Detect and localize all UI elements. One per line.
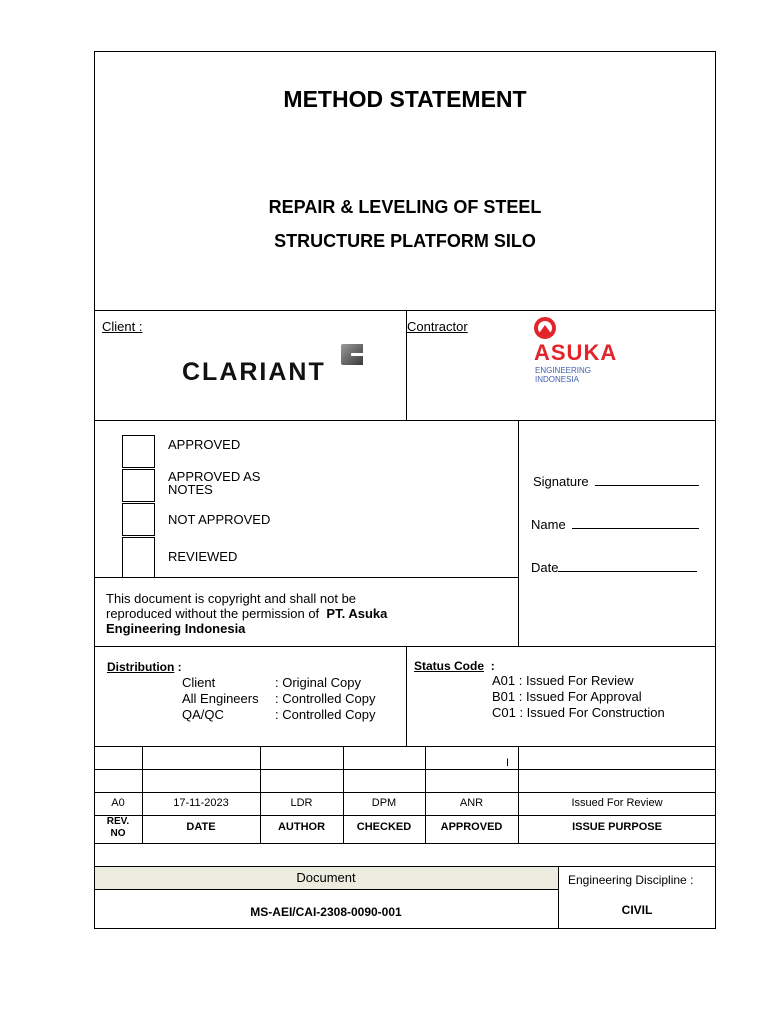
distribution-heading: Distribution : [107,660,182,674]
issue-purpose-header: ISSUE PURPOSE [572,821,662,833]
approved-header: APPROVED [440,821,503,833]
checked-header: CHECKED [356,821,412,833]
distribution-copy-engineers: : Controlled Copy [275,691,376,706]
approved-as-option-label: APPROVED AS [168,469,261,484]
engineering-discipline-value: CIVIL [621,903,653,917]
divider [94,310,716,311]
approved-checkbox[interactable] [122,435,155,468]
approved-as-notes-checkbox[interactable] [122,469,155,502]
author-cell: LDR [290,797,313,809]
status-code-b01: B01 : Issued For Approval [492,689,642,704]
document-number: MS-AEI/CAI-2308-0090-001 [250,905,402,919]
not-approved-option-label: NOT APPROVED [168,512,271,527]
clariant-logo-text: CLARIANT [182,358,326,386]
status-code-heading: Status Code : [414,659,495,673]
document-label: Document [296,870,356,885]
date-field[interactable] [531,560,697,575]
copyright-notice [106,591,387,636]
contractor-label: Contractor [407,319,468,334]
client-label: Client : [102,319,143,334]
divider [94,792,716,793]
distribution-recipient-engineers: All Engineers [182,691,259,706]
distribution-copy-qaqc: : Controlled Copy [275,707,376,722]
approved-cell: ANR [459,797,484,809]
divider [94,577,518,578]
asuka-logo-sub-1: ENGINEERING [535,366,592,375]
copyright-company: PT. Asuka [326,606,388,621]
distribution-label: Distribution [107,660,175,674]
clariant-emblem-icon [341,344,363,365]
signature-line [595,485,699,486]
asuka-logo-subtitle [535,366,591,384]
date-header: DATE [186,821,216,833]
stray-mark: I [506,757,510,769]
divider [94,843,716,844]
divider [94,769,716,770]
issue-purpose-cell: Issued For Review [571,797,663,809]
divider [558,866,559,929]
author-header: AUTHOR [277,821,326,833]
signature-label: Signature [533,474,589,489]
divider [94,746,716,747]
divider [94,889,558,890]
clariant-logo [182,358,326,387]
copyright-line-1: This document is copyright and shall not be [106,591,357,606]
subtitle-line-1: REPAIR & LEVELING OF STEEL [268,197,542,217]
not-approved-checkbox[interactable] [122,503,155,536]
status-code-label: Status Code [414,659,485,673]
divider [406,646,407,746]
divider [94,646,716,647]
name-label: Name [531,517,566,532]
asuka-logo-text: ASUKA [534,340,618,365]
divider [94,815,716,816]
subtitle-line-2: STRUCTURE PLATFORM SILO [274,231,536,251]
engineering-discipline-label: Engineering Discipline : [568,873,694,887]
approved-option-label: APPROVED [168,437,241,452]
distribution-copy-client: : Original Copy [275,675,361,690]
reviewed-option-label: REVIEWED [168,549,238,564]
distribution-recipient-client: Client [182,675,216,690]
date-label: Date [531,560,559,575]
reviewed-checkbox[interactable] [122,537,155,578]
name-field[interactable] [531,517,699,532]
notes-option-label: NOTES [168,482,213,497]
rev-no-cell: A0 [111,797,125,809]
copyright-line-2: reproduced without the permission of PT. Asuka [106,606,388,621]
name-line [572,528,699,529]
status-code-c01: C01 : Issued For Construction [492,705,665,720]
status-code-a01: A01 : Issued For Review [492,673,634,688]
asuka-emblem-icon [533,316,557,340]
signature-field[interactable] [533,474,699,489]
divider [94,420,716,421]
checked-cell: DPM [371,797,397,809]
divider [518,420,519,646]
page-title: METHOD STATEMENT [283,86,527,112]
asuka-logo-sub-2: INDONESIA [535,375,580,384]
date-cell: 17-11-2023 [173,797,229,809]
copyright-line-3: Engineering Indonesia [106,621,246,636]
date-line [558,571,697,572]
rev-no-header: REV. NO [106,816,130,839]
distribution-recipient-qaqc: QA/QC [182,707,224,722]
